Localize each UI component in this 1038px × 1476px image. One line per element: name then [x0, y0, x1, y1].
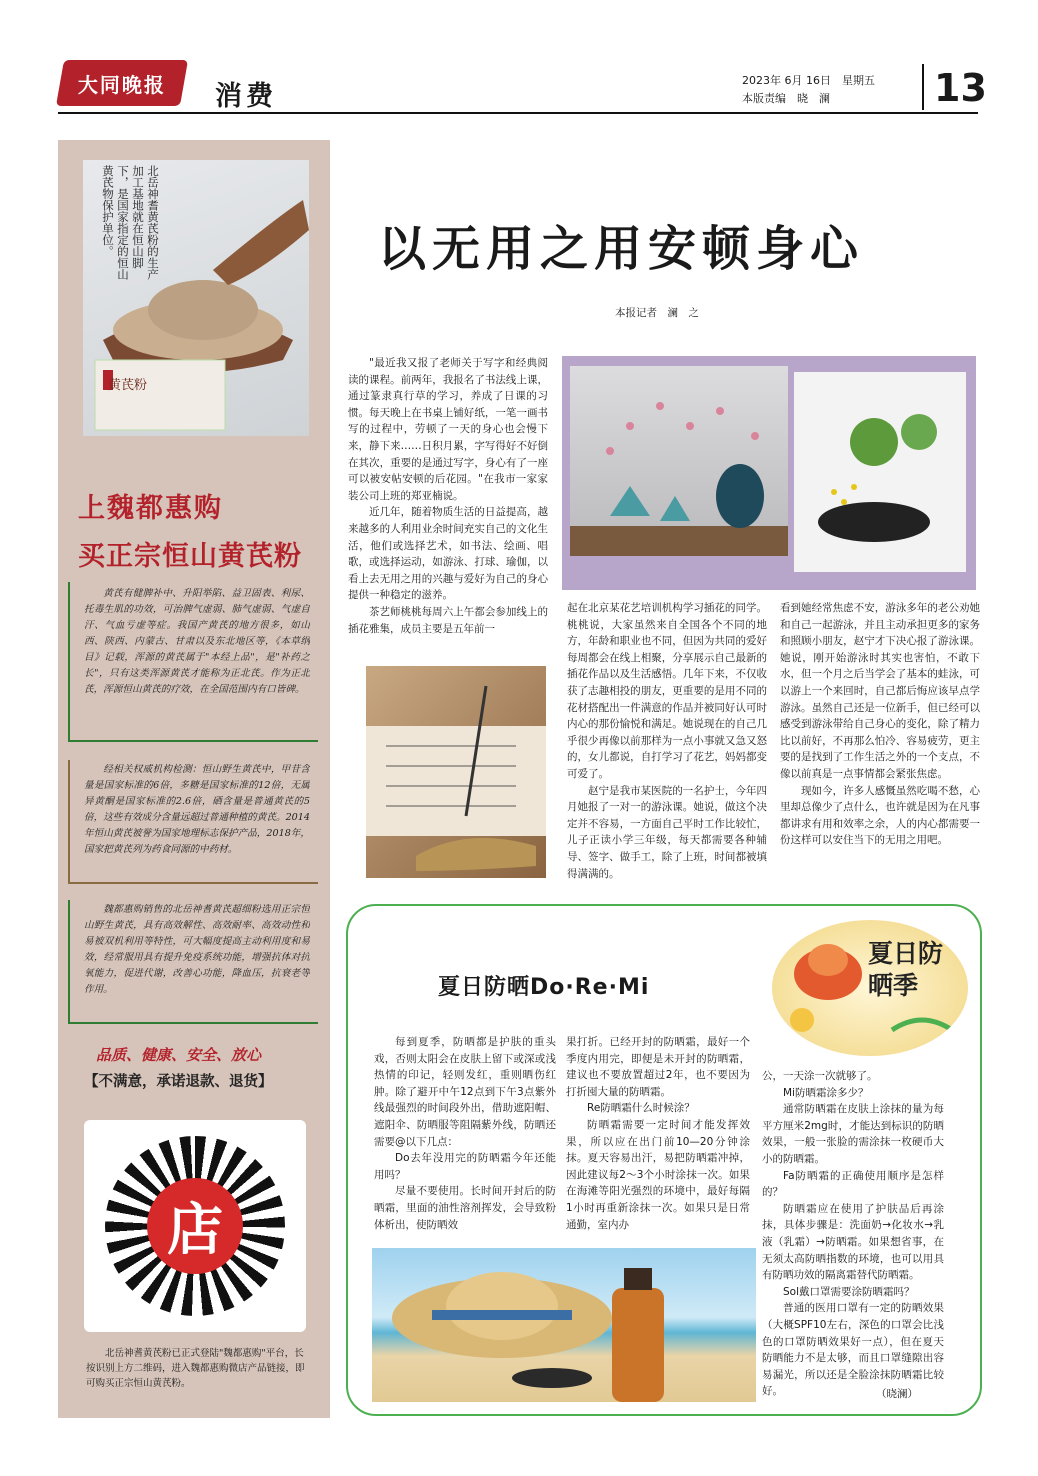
beach-photo [372, 1248, 756, 1402]
article1-col2: 起在北京某花艺培训机构学习插花的同学。桃桃说，大家虽然来自全国各个不同的地方，年龄和职业也不同，但因为共同的爱好每周都会在线上相聚，分享展示自己最新的插花作品以及生活感悟。几年下来，不仅收获了志趣相投的朋友，更重要的是用不同的花材搭配出一件满意的作品并被同好认可时内心的那份愉悦和满足。她说现在的自己几乎很少再像以前那样为一点小事就又急又怒的，女儿都说，自打学习了花艺，妈妈都变可爱了。 赵宁是我市某医院的一名护士，今年四月她报了一对一的游泳课。她说，做这个决定并不容易，一方面自己平时工作比较忙，儿子正读小学三年级，每天都需要各种辅导、签字、做手工，除了上班，时间都被填得满满的。 [567, 602, 767, 880]
ad-paragraph-1: 黄芪有健脾补中、升阳举陷、益卫固表、利尿、托毒生肌的功效，可治脾气虚弱、肺气虚弱、气虚自汗、气血亏虚等症。我国产黄芪的地方很多，如山西、陕西、内蒙古、甘肃以及东北地区等，《本草纲目》记载，浑源的黄芪属于"本经上品"，是"补药之长"，只有这类浑源黄芪才能称为正北芪。作为正北芪，浑源恒山黄芪的疗效，在全国范围内有口皆碑。 [84, 588, 310, 695]
shop-icon: 店 [147, 1178, 243, 1274]
ad-caption: 北岳神耆黄芪粉已正式登陆"魏都惠购"平台，长按识别上方二维码，进入魏都惠购微店产品链接，即可购买正宗恒山黄芪粉。 [86, 1348, 305, 1389]
article1-byline: 本报记者 澜 之 [615, 307, 699, 319]
ad-box-3 [68, 900, 318, 1024]
flower-arrangement-photo [562, 356, 976, 590]
article1-col3: 看到她经常焦虑不安，游泳多年的老公劝她和自己一起游泳，并且主动承担更多的家务和照顾小朋友，赵宁才下决心报了游泳课。她说，刚开始游泳时其实也害怕，不敢下水，但一个月之后当学会了基本的蛙泳，可以游上一个来回时，自己都后悔应该早点学游泳。虽然自己还是一位新手，但已经可以感受到游泳带给自己身心的变化，除了精力比以前好，不再那么怕冷、容易疲劳，更主要的是找到了工作生活之外的一个支点，不像以前真是一点事情都会紧张焦虑。 现如今，许多人感慨虽然吃喝不愁，心里却总像少了点什么，也许就是因为在凡事都讲求有用和效率之余，人的内心都需要一份这样可以安住当下的无用之用吧。 [780, 602, 980, 847]
ad-slogan: 品质、健康、安全、放心 [96, 1046, 262, 1064]
ad-package-label: 黄芪粉 [108, 378, 148, 393]
section-name: 消费 [215, 81, 277, 112]
article1-title: 以无用之用安顿身心 [378, 221, 865, 277]
summer-badge [772, 920, 968, 1056]
badge-text: 夏日防晒季 [868, 939, 944, 1000]
page-number: 13 [934, 66, 987, 110]
article2-col3: 公，一天涂一次就够了。 Mi防晒霜涂多少？ 通常防晒霜在皮肤上涂抹的量为每平方厘米2mg时，才能达到标识的防晒效果，一般一张脸的需涂抹一枚硬币大小的防晒霜。 Fa防晒霜的正确使用顺序是怎样的？ 防晒霜应在使用了护肤品后再涂抹，具体步骤是：洗面奶→化妆水→乳液（乳霜）→防晒霜。如果想省事，在无须太高防晒指数的环境，也可以用具有防晒功效的隔离霜替代防晒霜。 Sol戴口罩需要涂防晒霜吗？ 普通的医用口罩有一定的防晒效果（大概SPF10左右，深色的口罩会比浅色的口罩防晒效果好一点），但在夏天防晒能力不是太够，而且口罩缝隙出容易漏光，所以还是全脸涂抹防晒霜比较好。 [762, 1070, 944, 1398]
ad-paragraph-3: 魏都惠购销售的北岳神耆黄芪超细粉选用正宗恒山野生黄芪，具有高效解性、高效耐率、高效动性和易被双机利用等特性，可大幅度提高主动利用度和易效，经常服用具有提升免疫系统功能，增强抗体对抗氧能力，促进代谢，改善心功能，降血压，抗衰老等作用。 [84, 904, 310, 995]
ad-box-1 [68, 582, 318, 742]
ad-promise: 【不满意，承诺退款、退货】 [84, 1074, 273, 1090]
article2-author: （晓澜） [876, 1388, 918, 1400]
calligraphy-photo [366, 666, 546, 878]
page-divider [922, 64, 924, 110]
vase-photo-right [794, 372, 966, 572]
newspaper-logo: 大同晚报 [56, 60, 188, 106]
ad-paragraph-2: 经相关权威机构检测：恒山野生黄芪中，甲苷含量是国家标准的6倍，多糖是国家标准的12倍，无属异黄酮是国家标准的2.6倍，硒含量是普通黄芪的5倍，这些有效成分含量远超过普通种植的黄芪。2014年恒山黄芪被誉为国家地理标志保护产品，2018年，国家把黄芪列为药食同源的中药材。 [84, 764, 310, 855]
article2-col2: 果打折。已经开封的防晒霜，最好一个季度内用完，即便是未开封的防晒霜，建议也不要放置超过2年，也不要因为打折囤大量的防晒霜。 Re防晒霜什么时候涂？ 防晒霜需要一定时间才能发挥效果，所以应在出门前10—20分钟涂抹。夏天容易出汗，易把防晒霜冲掉，因此建议每2～3个小时涂抹一次。如果在海滩等阳光强烈的环境中，最好每隔1小时再重新涂抹一次。如果只是日常通勤，室内办 [566, 1036, 750, 1231]
page-editor: 本版责编 晓 澜 [742, 92, 830, 105]
vase-photo-left [570, 366, 788, 556]
article2-title: 夏日防晒Do·Re·Mi [438, 975, 650, 1000]
article2-col1: 每到夏季，防晒都是护肤的重头戏，否则太阳会在皮肤上留下或深或浅热情的印记，轻则发红，重则晒伤红肿。除了避开中午12点到下午3点紫外线最强烈的时间段外出，借助遮阳帽、遮阳伞、防晒服等阻隔紫外线，防晒还需要@以下几点： Do去年没用完的防晒霜今年还能用吗？ 尽量不要使用。长时间开封后的防晒霜，里面的油性溶剂挥发，会导致粉体析出，使防晒效 [374, 1036, 556, 1231]
ad-title-2: 买正宗恒山黄芪粉 [78, 541, 302, 572]
header-rule [58, 112, 978, 114]
issue-date: 2023年 6月 16日 星期五 [742, 74, 875, 87]
qr-code-card[interactable] [84, 1120, 306, 1332]
ad-title-1: 上魏都惠购 [78, 493, 223, 524]
ad-box-2 [68, 760, 318, 884]
qr-code[interactable] [105, 1136, 285, 1316]
article1-col1-top: "最近我又报了老师关于写字和经典阅读的课程。前两年，我报名了书法线上课，通过篆隶真行草的学习，养成了日课的习惯。每天晚上在书桌上铺好纸，一笔一画书写的过程中，劳顿了一天的身心也会慢下来，静下来……日积月累，字写得好不好倒在其次，重要的是通过写字，身心有了一座可以被安帖安顿的后花园。"在我市一家家装公司上班的郑亚楠说。 近几年，随着物质生活的日益提高，越来越多的人利用业余时间充实自己的文化生活，他们或选择艺术，如书法、绘画、唱歌，或选择运动，如游泳、打球、瑜伽，以看上去无用之用的兴趣与爱好为自己的身心提供一种稳定的滋养。 茶艺师桃桃每周六上午都会参加线上的插花雅集，成员主要是五年前一 [348, 357, 548, 635]
ad-vertical-text: 北岳神耆黄芪粉的生产加工基地就在恒山脚下，是国家指定的恒山黄芪物保护单位。 [101, 165, 160, 280]
